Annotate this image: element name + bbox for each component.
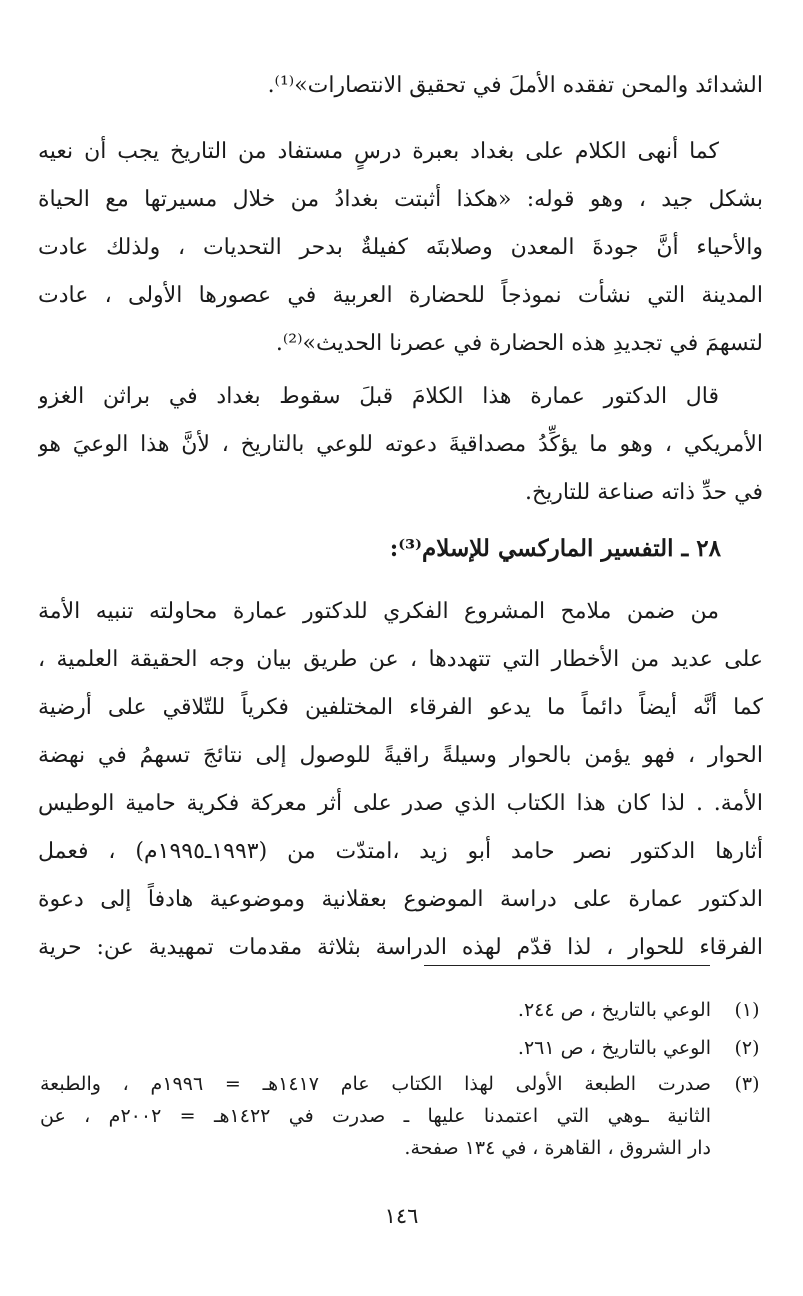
- paragraph-1-line: لتسهمَ في تجديدِ هذه الحضارة في عصرنا الحديث»⁽²⁾.: [275, 331, 763, 356]
- footnote-number: (١): [734, 999, 760, 1021]
- paragraph-1-line: بشكل جيد ، وهو قوله: «هكذا أثبتت بغدادُ من خلال مسيرتها مع الحياة: [38, 187, 763, 212]
- paragraph-1-line: والأحياء أنَّ جودةَ المعدن وصلابتَه كفيلةٌ بدحر التحديات ، ولذلك عادت: [38, 235, 763, 260]
- footnote-line: الوعي بالتاريخ ، ص ٢٤٤.: [517, 999, 711, 1021]
- page-number: ١٤٦: [384, 1204, 419, 1228]
- paragraph-2-line: قال الدكتور عمارة هذا الكلامَ قبلَ سقوط بغداد في براثن الغزو: [38, 384, 719, 409]
- paragraph-1-line: المدينة التي نشأت نموذجاً للحضارة العربية في عصورها الأولى ، عادت: [38, 283, 763, 308]
- paragraph-3-line: الأمة. . لذا كان هذا الكتاب الذي صدر على أثر معركة فكرية حامية الوطيس: [38, 791, 763, 816]
- opening-line-block: [268, 62, 763, 110]
- footnote-2: [517, 1032, 760, 1064]
- footnote-1: [517, 994, 760, 1026]
- footnote-line: الثانية ـوهي التي اعتمدنا عليها ـ صدرت في ١٤٢٢هـ = ٢٠٠٢م ، عن: [40, 1105, 711, 1127]
- footnote-line: صدرت الطبعة الأولى لهذا الكتاب عام ١٤١٧هـ = ١٩٩٦م ، والطبعة: [40, 1073, 711, 1095]
- paragraph-3-line: الدكتور عمارة على دراسة الموضوع بعقلانية وموضوعية هادفاً إلى دعوة: [38, 887, 763, 912]
- paragraph-3-line: الحوار ، فهو يؤمن بالحوار وسيلةً راقيةً للوصول إلى نتائجَ تسهمُ في نهضة: [38, 743, 763, 768]
- paragraph-3-line: كما أنَّه أيضاً دائماً ما يدعو الفرقاء المختلفين فكرياً للتّلاقي على أرضية: [38, 695, 763, 720]
- paragraph-1: [38, 128, 763, 368]
- paragraph-3-line: من ضمن ملامح المشروع الفكري للدكتور عمارة محاولته تنبيه الأمة: [38, 599, 719, 624]
- paragraph-3-line: أثارها الدكتور نصر حامد أبو زيد ،امتدّت من (١٩٩٣ـ١٩٩٥م) ، فعمل: [38, 839, 763, 864]
- footnote-separator: [424, 965, 710, 966]
- paragraph-2: [38, 373, 763, 517]
- paragraph-3: [38, 588, 763, 972]
- section-heading: ٢٨ ـ التفسير الماركسي للإسلام⁽³⁾:: [389, 535, 721, 562]
- opening-line: الشدائد والمحن تفقده الأملَ في تحقيق الانتصارات»⁽¹⁾.: [267, 73, 763, 98]
- paragraph-2-line: الأمريكي ، وهو ما يؤكِّدُ مصداقيةَ دعوته للوعي بالتاريخ ، لأنَّ هذا الوعيَ هو: [38, 432, 763, 457]
- paragraph-3-line: على عديد من الأخطار التي تتهددها ، عن طريق بيان وجه الحقيقة العلمية ،: [38, 647, 763, 672]
- footnote-3: [40, 1068, 760, 1164]
- footnote-line: دار الشروق ، القاهرة ، في ١٣٤ صفحة.: [404, 1137, 711, 1159]
- footnote-line: الوعي بالتاريخ ، ص ٢٦١.: [517, 1037, 711, 1059]
- paragraph-3-line: الفرقاء للحوار ، لذا قدّم لهذه الدراسة بثلاثة مقدمات تمهيدية عن: حرية: [38, 935, 763, 960]
- paragraph-2-line: في حدِّ ذاته صناعة للتاريخ.: [524, 480, 763, 505]
- paragraph-1-line: كما أنهى الكلام على بغداد بعبرة درسٍ مستفاد من التاريخ يجب أن نعيه: [38, 139, 719, 164]
- footnote-number: (٣): [734, 1073, 760, 1095]
- footnote-number: (٢): [734, 1037, 760, 1059]
